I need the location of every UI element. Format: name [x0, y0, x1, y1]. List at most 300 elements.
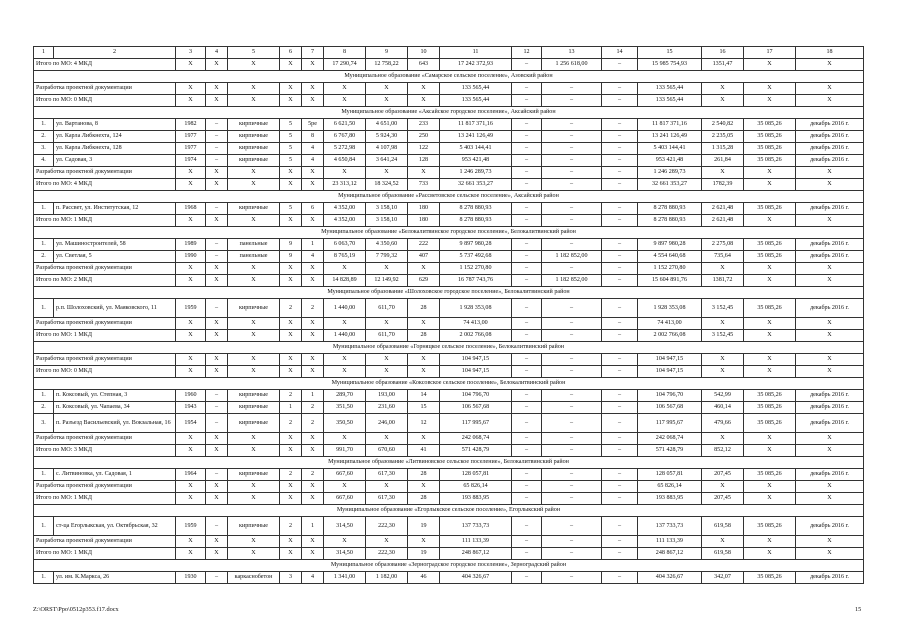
table-cell: Х — [744, 354, 796, 366]
table-cell: – — [542, 445, 602, 457]
table-cell: – — [542, 263, 602, 275]
table-cell: 233 — [408, 119, 440, 131]
column-number: 8 — [324, 47, 366, 59]
table-cell: 1 315,28 — [702, 143, 744, 155]
table-cell: – — [602, 318, 638, 330]
summary-row — [34, 318, 864, 330]
table-cell: Х — [744, 275, 796, 287]
table-cell: Х — [796, 275, 864, 287]
table-cell: – — [602, 366, 638, 378]
table-cell: Х — [302, 179, 324, 191]
table-cell: Х — [702, 167, 744, 179]
table-cell: 643 — [408, 59, 440, 71]
table-cell: 5 403 144,41 — [440, 143, 512, 155]
table-cell: 953 421,48 — [638, 155, 702, 167]
table-cell: 128 057,81 — [638, 469, 702, 481]
table-cell: Х — [280, 445, 302, 457]
table-cell: 180 — [408, 215, 440, 227]
table-cell: 460,14 — [702, 402, 744, 414]
table-cell: Х — [744, 215, 796, 227]
table-cell: – — [602, 95, 638, 107]
table-cell: 1930 — [176, 572, 206, 584]
table-cell: кирпичные — [228, 155, 280, 167]
table-cell: 35 085,26 — [744, 203, 796, 215]
table-cell: Х — [280, 179, 302, 191]
table-cell: Х — [228, 548, 280, 560]
table-cell: Х — [176, 366, 206, 378]
column-number: 14 — [602, 47, 638, 59]
table-cell: Х — [744, 263, 796, 275]
table-cell: 104 947,15 — [638, 354, 702, 366]
table-cell: – — [512, 167, 542, 179]
table-cell: Х — [228, 215, 280, 227]
table-cell: кирпичные — [228, 119, 280, 131]
table-row — [34, 572, 864, 584]
table-cell: Х — [366, 354, 408, 366]
table-cell: 1 — [302, 239, 324, 251]
column-number: 9 — [366, 47, 408, 59]
table-cell: Х — [324, 481, 366, 493]
table-cell: Х — [702, 536, 744, 548]
table-cell: 133 565,44 — [440, 83, 512, 95]
table-cell: 12 149,92 — [366, 275, 408, 287]
table-cell: – — [206, 299, 228, 318]
summary-row — [34, 263, 864, 275]
table-cell: 1990 — [176, 251, 206, 263]
table-cell: 28 — [408, 469, 440, 481]
table-cell: декабрь 2016 г. — [796, 299, 864, 318]
summary-row — [34, 167, 864, 179]
table-cell: 1 182 852,00 — [542, 251, 602, 263]
table-cell: Х — [176, 167, 206, 179]
table-cell: 35 085,26 — [744, 131, 796, 143]
table-cell: Х — [702, 433, 744, 445]
table-cell: 250 — [408, 131, 440, 143]
table-cell: 5ре — [302, 119, 324, 131]
table-cell: 4 — [302, 155, 324, 167]
table-cell: – — [206, 390, 228, 402]
table-cell: Х — [206, 481, 228, 493]
table-cell: – — [542, 215, 602, 227]
table-cell: 9 — [280, 251, 302, 263]
table-cell: – — [602, 179, 638, 191]
table-cell: ул. им. К.Маркса, 26 — [54, 572, 176, 584]
table-cell: – — [542, 433, 602, 445]
table-cell: – — [512, 59, 542, 71]
table-cell: Х — [744, 433, 796, 445]
table-cell: 4 352,00 — [324, 215, 366, 227]
table-cell: – — [512, 83, 542, 95]
table-cell: 35 085,26 — [744, 414, 796, 433]
municipality-name: Муниципальное образование «Самарское сельское поселение», Азовский район — [34, 71, 864, 83]
municipality-section-row — [34, 560, 864, 572]
municipality-name: Муниципальное образование «Зерноградское городское поселение», Зерноградский район — [34, 560, 864, 572]
table-cell: 1954 — [176, 414, 206, 433]
municipality-section-row — [34, 107, 864, 119]
table-cell: Х — [176, 536, 206, 548]
table-cell: Х — [302, 167, 324, 179]
table-cell: – — [542, 131, 602, 143]
table-cell: Разработка проектной документации — [34, 536, 176, 548]
table-cell: – — [542, 318, 602, 330]
table-cell: Х — [280, 275, 302, 287]
table-cell: – — [602, 402, 638, 414]
table-row — [34, 131, 864, 143]
table-cell: Разработка проектной документации — [34, 318, 176, 330]
table-cell: Итого по МО: 4 МКД — [34, 59, 176, 71]
summary-row — [34, 275, 864, 287]
table-cell: Х — [366, 263, 408, 275]
table-cell: Х — [280, 481, 302, 493]
table-cell: Итого по МО: 4 МКД — [34, 179, 176, 191]
table-cell: 8 278 880,93 — [440, 203, 512, 215]
table-cell: Х — [176, 95, 206, 107]
table-cell: – — [512, 239, 542, 251]
table-cell: 2 — [302, 414, 324, 433]
table-cell: – — [512, 354, 542, 366]
table-cell: Х — [176, 215, 206, 227]
table-cell: Х — [302, 318, 324, 330]
table-cell: Х — [302, 493, 324, 505]
table-cell: Х — [702, 263, 744, 275]
summary-row — [34, 366, 864, 378]
table-cell: 35 085,26 — [744, 390, 796, 402]
summary-row — [34, 179, 864, 191]
table-cell: Х — [796, 95, 864, 107]
table-cell: – — [602, 433, 638, 445]
file-path: Z:\ORST\Ppo\0512p353.f17.docx — [33, 606, 119, 613]
table-cell: Х — [206, 318, 228, 330]
table-cell: ул. Карла Либкнехта, 128 — [54, 143, 176, 155]
table-cell: Х — [176, 263, 206, 275]
table-cell: Х — [228, 318, 280, 330]
table-cell: 133 565,44 — [638, 83, 702, 95]
table-cell: Разработка проектной документации — [34, 167, 176, 179]
table-cell: 1 — [302, 517, 324, 536]
table-cell: 35 085,26 — [744, 251, 796, 263]
column-number: 1 — [34, 47, 54, 59]
table-cell: 619,58 — [702, 517, 744, 536]
table-cell: – — [512, 330, 542, 342]
table-cell: – — [602, 354, 638, 366]
table-cell: 242 068,74 — [440, 433, 512, 445]
table-cell: Х — [324, 366, 366, 378]
table-cell: Х — [744, 95, 796, 107]
table-cell: – — [602, 481, 638, 493]
column-number: 10 — [408, 47, 440, 59]
table-cell: 1. — [34, 572, 54, 584]
table-cell: 35 085,26 — [744, 299, 796, 318]
table-cell: Х — [408, 433, 440, 445]
table-cell: 14 828,89 — [324, 275, 366, 287]
table-cell: 342,07 — [702, 572, 744, 584]
table-cell: Х — [280, 215, 302, 227]
table-cell: 1977 — [176, 131, 206, 143]
table-cell: Х — [744, 83, 796, 95]
table-cell: Х — [206, 275, 228, 287]
column-number: 2 — [54, 47, 176, 59]
table-cell: Итого по МО: 0 МКД — [34, 366, 176, 378]
table-cell: Х — [744, 366, 796, 378]
table-cell: – — [602, 83, 638, 95]
table-cell: 5 — [280, 119, 302, 131]
table-cell: Х — [228, 354, 280, 366]
table-cell: декабрь 2016 г. — [796, 143, 864, 155]
table-cell: 6 — [302, 203, 324, 215]
table-cell: Х — [280, 536, 302, 548]
table-cell: Х — [176, 433, 206, 445]
table-cell: декабрь 2016 г. — [796, 239, 864, 251]
table-cell: 1. — [34, 299, 54, 318]
table-cell: Х — [176, 548, 206, 560]
table-cell: 35 085,26 — [744, 119, 796, 131]
table-row — [34, 414, 864, 433]
table-cell: Х — [176, 59, 206, 71]
column-number: 5 — [228, 47, 280, 59]
table-cell: Х — [280, 83, 302, 95]
table-cell: 180 — [408, 203, 440, 215]
table-cell: 404 326,67 — [638, 572, 702, 584]
table-cell: – — [512, 119, 542, 131]
table-cell: Х — [796, 318, 864, 330]
table-cell: Х — [280, 433, 302, 445]
table-cell: – — [542, 119, 602, 131]
table-cell: Х — [280, 330, 302, 342]
table-cell: – — [512, 215, 542, 227]
table-cell: – — [512, 390, 542, 402]
table-cell: – — [512, 536, 542, 548]
table-cell: 193 883,95 — [440, 493, 512, 505]
table-cell: Х — [302, 95, 324, 107]
table-cell: 2. — [34, 131, 54, 143]
table-cell: – — [602, 299, 638, 318]
table-cell: 619,58 — [702, 548, 744, 560]
table-cell: 4 651,00 — [366, 119, 408, 131]
column-number: 15 — [638, 47, 702, 59]
table-cell: 248 867,12 — [440, 548, 512, 560]
table-cell: Х — [176, 330, 206, 342]
table-cell: – — [206, 469, 228, 481]
table-cell: 35 085,26 — [744, 517, 796, 536]
table-cell: Х — [408, 366, 440, 378]
table-cell: 1959 — [176, 299, 206, 318]
table-row — [34, 251, 864, 263]
table-cell: Х — [280, 548, 302, 560]
table-cell: – — [542, 354, 602, 366]
table-cell: 207,45 — [702, 493, 744, 505]
table-cell: Х — [206, 366, 228, 378]
table-cell: Х — [702, 83, 744, 95]
table-row — [34, 203, 864, 215]
column-number: 7 — [302, 47, 324, 59]
table-cell: 106 567,68 — [440, 402, 512, 414]
table-cell: – — [542, 536, 602, 548]
table-cell: Х — [324, 167, 366, 179]
table-cell: 35 085,26 — [744, 402, 796, 414]
summary-row — [34, 493, 864, 505]
table-cell: – — [512, 572, 542, 584]
municipality-name: Муниципальное образование «Белокалитвинское городское поселение», Белокалитвинский район — [34, 227, 864, 239]
table-row — [34, 299, 864, 318]
table-cell: Х — [366, 167, 408, 179]
table-cell: 5 737 492,68 — [440, 251, 512, 263]
table-cell: – — [512, 548, 542, 560]
table-cell: Х — [366, 366, 408, 378]
table-cell: 733 — [408, 179, 440, 191]
table-cell: – — [542, 517, 602, 536]
table-cell: 1 182 852,00 — [542, 275, 602, 287]
table-cell: Х — [302, 59, 324, 71]
table-cell: Итого по МО: 0 МКД — [34, 95, 176, 107]
table-cell: – — [206, 251, 228, 263]
table-cell: Х — [796, 481, 864, 493]
table-cell: Х — [366, 433, 408, 445]
table-cell: 2 — [280, 390, 302, 402]
table-cell: 19 — [408, 517, 440, 536]
table-cell: Х — [206, 445, 228, 457]
table-cell: – — [542, 167, 602, 179]
table-cell: 1 928 353,08 — [638, 299, 702, 318]
table-cell: Х — [228, 481, 280, 493]
table-cell: Х — [228, 263, 280, 275]
table-cell: Х — [206, 433, 228, 445]
table-cell: Разработка проектной документации — [34, 263, 176, 275]
table-cell: 207,45 — [702, 469, 744, 481]
table-cell: 1. — [34, 119, 54, 131]
table-cell: – — [602, 390, 638, 402]
table-cell: 479,66 — [702, 414, 744, 433]
table-cell: Х — [302, 330, 324, 342]
table-cell: каркаснобетон — [228, 572, 280, 584]
table-cell: – — [542, 330, 602, 342]
table-cell: Х — [744, 445, 796, 457]
table-cell: – — [512, 402, 542, 414]
table-cell: Х — [176, 481, 206, 493]
table-row — [34, 469, 864, 481]
table-cell: Х — [324, 536, 366, 548]
table-cell: 32 661 353,27 — [638, 179, 702, 191]
municipality-section-row — [34, 342, 864, 354]
table-cell: – — [602, 275, 638, 287]
table-cell: Х — [302, 263, 324, 275]
table-cell: 28 — [408, 493, 440, 505]
table-cell: 1964 — [176, 469, 206, 481]
table-cell: Х — [206, 354, 228, 366]
table-cell: декабрь 2016 г. — [796, 131, 864, 143]
table-cell: 6 767,80 — [324, 131, 366, 143]
table-cell: 9 897 980,28 — [638, 239, 702, 251]
table-cell: – — [206, 402, 228, 414]
table-cell: Х — [280, 263, 302, 275]
table-cell: – — [542, 143, 602, 155]
table-row — [34, 119, 864, 131]
table-cell: 15 604 891,76 — [638, 275, 702, 287]
table-cell: – — [542, 469, 602, 481]
municipality-name: Муниципальное образование «Коксовское сельское поселение», Белокалитвинский район — [34, 378, 864, 390]
table-cell: – — [542, 95, 602, 107]
table-row — [34, 155, 864, 167]
table-cell: Х — [228, 330, 280, 342]
table-cell: 1968 — [176, 203, 206, 215]
table-cell: Х — [408, 263, 440, 275]
table-cell: 193,00 — [366, 390, 408, 402]
column-number: 12 — [512, 47, 542, 59]
table-cell: – — [602, 469, 638, 481]
table-cell: 1. — [34, 469, 54, 481]
table-cell: Х — [366, 83, 408, 95]
table-cell: Х — [796, 366, 864, 378]
column-number: 16 — [702, 47, 744, 59]
table-cell: Х — [228, 167, 280, 179]
table-cell: кирпичные — [228, 469, 280, 481]
table-cell: 11 817 371,16 — [638, 119, 702, 131]
table-cell: 23 313,12 — [324, 179, 366, 191]
table-cell: Х — [176, 445, 206, 457]
table-cell: Х — [280, 366, 302, 378]
table-cell: Х — [324, 318, 366, 330]
table-cell: – — [602, 251, 638, 263]
summary-row — [34, 548, 864, 560]
table-cell: Х — [280, 354, 302, 366]
table-cell: 4 650,84 — [324, 155, 366, 167]
column-number: 18 — [796, 47, 864, 59]
table-cell: Х — [280, 493, 302, 505]
table-cell: – — [602, 548, 638, 560]
table-cell: 1 928 353,08 — [440, 299, 512, 318]
table-cell: 1. — [34, 203, 54, 215]
table-cell: 1 182,00 — [366, 572, 408, 584]
table-cell: кирпичные — [228, 402, 280, 414]
table-cell: Х — [796, 167, 864, 179]
table-cell: Х — [206, 536, 228, 548]
table-cell: 35 085,26 — [744, 572, 796, 584]
table-cell: 4 — [302, 143, 324, 155]
table-cell: 1 152 270,80 — [638, 263, 702, 275]
table-cell: Х — [176, 83, 206, 95]
table-cell: 104 947,15 — [440, 354, 512, 366]
table-cell: 407 — [408, 251, 440, 263]
table-cell: – — [512, 366, 542, 378]
table-cell: Х — [206, 263, 228, 275]
table-cell: – — [512, 517, 542, 536]
table-cell: Х — [206, 493, 228, 505]
table-cell: 3 152,45 — [702, 299, 744, 318]
table-cell: 2 — [302, 402, 324, 414]
table-cell: 1 — [280, 402, 302, 414]
table-cell: Х — [280, 318, 302, 330]
table-cell: 222 — [408, 239, 440, 251]
table-cell: – — [602, 493, 638, 505]
table-cell: Х — [744, 536, 796, 548]
table-cell: – — [602, 536, 638, 548]
summary-row — [34, 536, 864, 548]
table-cell: Х — [796, 433, 864, 445]
table-cell: Х — [206, 548, 228, 560]
table-cell: панельные — [228, 251, 280, 263]
table-cell: 1782,39 — [702, 179, 744, 191]
table-cell: – — [512, 95, 542, 107]
table-cell: декабрь 2016 г. — [796, 119, 864, 131]
table-cell: Х — [176, 275, 206, 287]
table-cell: – — [542, 203, 602, 215]
table-cell: Х — [228, 433, 280, 445]
municipality-section-row — [34, 457, 864, 469]
table-cell: 104 947,15 — [638, 366, 702, 378]
table-cell: 8 765,19 — [324, 251, 366, 263]
table-cell: 137 733,73 — [440, 517, 512, 536]
table-cell: Х — [206, 215, 228, 227]
table-cell: 17 290,74 — [324, 59, 366, 71]
